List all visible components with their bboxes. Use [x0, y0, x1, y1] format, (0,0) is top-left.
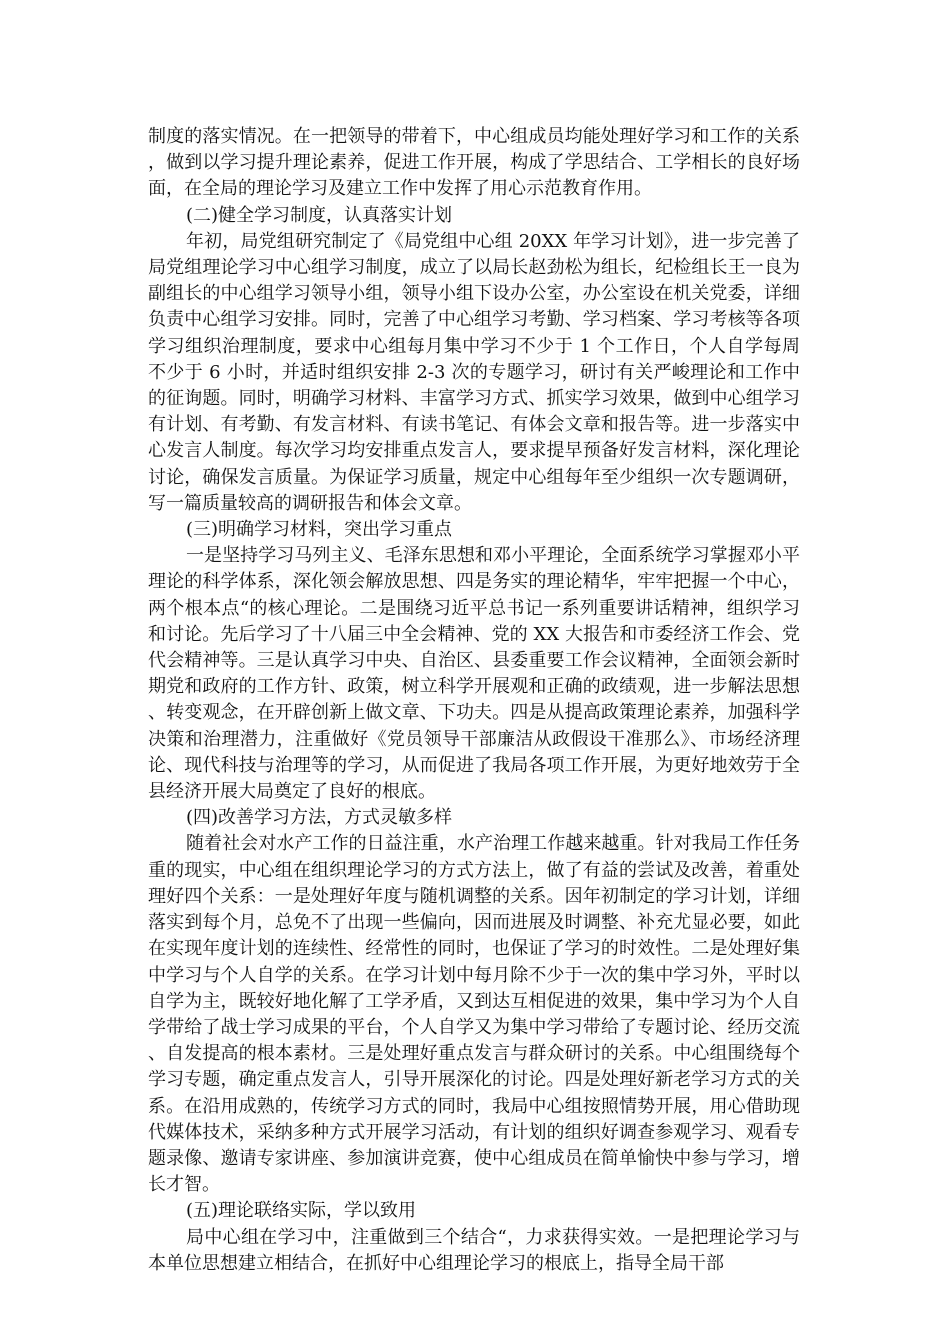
paragraph-study-materials: 一是坚持学习马列主义、毛泽东思想和邓小平理论，全面系统学习掌握邓小平理论的科学体系，深化领会解放思想、四是务实的理论精华，牢牢把握一个中心，两个根本点“的核心理论。二是围绕习近平总书记一系列重要讲话精神，组织学习和讨论。先后学习了十八届三中全会精神、党的 XX 大报告和市委经济工作会、党代会精神等。三是认真学习中央、自治区、县委重要工作会议精神，全面领会新时期党和政府的工作方针、政策，树立科学开展观和正确的政绩观，进一步解法思想、转变观念，在开辟创新上做文章、下功夫。四是从提高政策理论素养，加强科学决策和治理潜力，注重做好《党员领导干部廉洁从政假设干准那么》、市场经济理论、现代科技与治理等的学习，从而促进了我局各项工作开展，为更好地效劳于全县经济开展大局奠定了良好的根底。	[148, 545, 800, 803]
paragraph-intro: 制度的落实情况。在一把领导的带着下，中心组成员均能处理好学习和工作的关系，做到以学习提升理论素养，促进工作开展，构成了学思结合、工学相长的良好场面，在全局的理论学习及建立工作中发挥了用心示范教育作用。	[148, 126, 800, 200]
paragraph-study-system: 年初，局党组研究制定了《局党组中心组 20XX 年学习计划》，进一步完善了局党组理论学习中心组学习制度，成立了以局长赵劲松为组长，纪检组长王一良为副组长的中心组学习领导小组，领导小组下设办公室，办公室设在机关党委，详细负责中心组学习安排。同时，完善了中心组学习考勤、学习档案、学习考核等各项学习组织治理制度，要求中心组每月集中学习不少于 1 个工作日，个人自学每周不少于 6 小时，并适时组织安排 2-3 次的专题学习，研讨有关严峻理论和工作中的征询题。同时，明确学习材料、丰富学习方式、抓实学习效果，做到中心组学习有计划、有考勤、有发言材料、有读书笔记、有体会文章和报告等。进一步落实中心发言人制度。每次学习均安排重点发言人，要求提早预备好发言材料，深化理论讨论，确保发言质量。为保证学习质量，规定中心组每年至少组织一次专题调研，写一篇质量较高的调研报告和体会文章。	[148, 230, 800, 514]
document-body	[148, 124, 800, 1277]
section-heading-5: (五)理论联络实际，学以致用	[186, 1200, 417, 1222]
paragraph-theory-practice: 局中心组在学习中，注重做到三个结合“，力求获得实效。一是把理论学习与本单位思想建立相结合，在抓好中心组理论学习的根底上，指导全局干部	[148, 1226, 800, 1274]
paragraph-study-methods: 随着社会对水产工作的日益注重，水产治理工作越来越重。针对我局工作任务重的现实，中心组在组织理论学习的方式方法上，做了有益的尝试及改善，着重处理好四个关系：一是处理好年度与随机调整的关系。因年初制定的学习计划，详细落实到每个月，总免不了出现一些偏向，因而进展及时调整、补充尤显必要，如此在实现年度计划的连续性、经常性的同时，也保证了学习的时效性。二是处理好集中学习与个人自学的关系。在学习计划中每月除不少于一次的集中学习外，平时以自学为主，既较好地化解了工学矛盾，又到达互相促进的效果，集中学习为个人自学带给了战士学习成果的平台，个人自学又为集中学习带给了专题讨论、经历交流、自发提高的根本素材。三是处理好重点发言与群众研讨的关系。中心组围绕每个学习专题，确定重点发言人，引导开展深化的讨论。四是处理好新老学习方式的关系。在沿用成熟的，传统学习方式的同时，我局中心组按照情势开展，用心借助现代媒体技术，采纳多种方式开展学习活动，有计划的组织好调查参观学习、观看专题录像、邀请专家讲座、参加演讲竞赛，使中心组成员在简单愉快中参与学习，增长才智。	[148, 833, 800, 1196]
section-heading-2: (二)健全学习制度，认真落实计划	[186, 204, 453, 226]
section-heading-3: (三)明确学习材料，突出学习重点	[186, 519, 453, 541]
section-heading-4: (四)改善学习方法，方式灵敏多样	[186, 807, 453, 829]
